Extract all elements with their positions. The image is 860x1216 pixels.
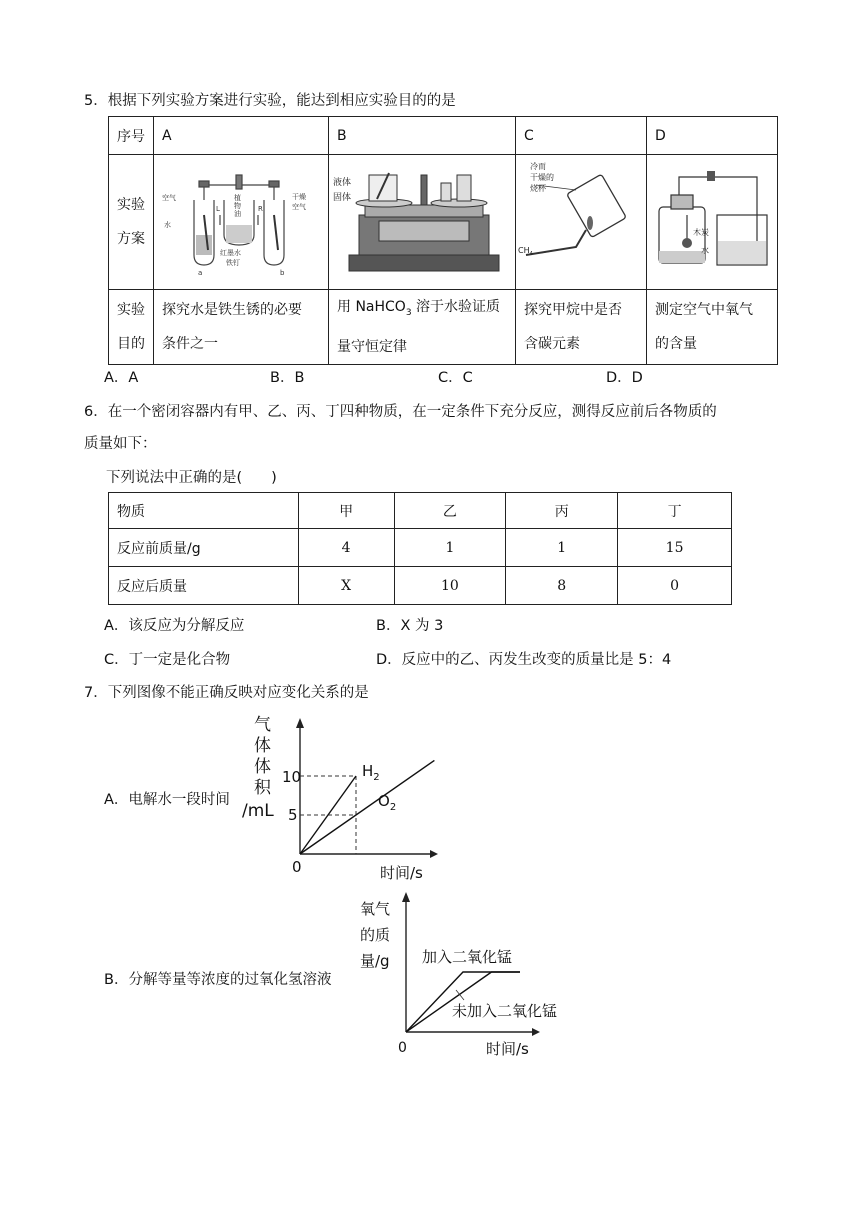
q5-fig-a-cell [154,155,329,290]
q7-a-ylabel-0: 气 [254,715,271,735]
q5-stem: 5．根据下列实验方案进行实验，能达到相应实验目的的是 [84,93,456,109]
q5-goal-label [109,290,154,365]
q7-b-ylabel-1: 的质 [360,926,391,944]
q7-chart-a [238,712,448,882]
q6-stem-1: 6．在一个密闭容器内有甲、乙、丙、丁四种物质，在一定条件下充分反应，测得反应前后各物质的 [84,404,717,420]
q5-fig-a-oil1: 植 [234,194,241,202]
q5-plan-label-1: 实验 [117,197,145,213]
q5-goal-b [329,290,516,365]
q5-fig-b [329,155,515,285]
q5-fig-d-water: 水 [701,246,709,255]
q6-r0c0: 反应前质量/g [109,529,299,567]
q5-fig-c-l2: 干燥的 [530,173,554,182]
q5-fig-c-ch4: $CH_4$ [518,246,533,257]
q6-h0: 物质 [109,493,299,529]
q7-a-tick-5: 5 [288,806,298,824]
q7-b-with-label: 加入二氧化锰 [422,948,513,966]
q5-goal-label-2: 目的 [117,335,145,352]
q5-goal-d-1: 测定空气中氧气 [655,301,753,318]
q5-fig-a-b: b [280,269,285,277]
q5-fig-a-ink: 红墨水 [220,249,241,257]
q6-h2: 乙 [394,493,506,529]
q7-a-h2-label: $H_2$ [362,762,380,783]
q7-a-origin: 0 [292,858,302,876]
q5-plan-row [109,155,778,290]
q5-goal-c-1: 探究甲烷中是否 [524,301,622,318]
q6-r0c1: 4 [298,529,394,567]
q6-option-c[interactable]: C．丁一定是化合物 [104,652,231,668]
q7-b-ylabel-0: 氧气 [360,900,391,918]
q7-stem: 7．下列图像不能正确反映对应变化关系的是 [84,685,369,701]
table-row [109,529,732,567]
q6-h4: 丁 [618,493,732,529]
q7-chart-b [356,888,596,1066]
q5-fig-d-charcoal: 木炭 [693,228,709,237]
q6-r1c1: X [298,567,394,605]
q6-option-d[interactable]: D．反应中的乙、丙发生改变的质量比是 5：4 [376,652,672,668]
q6-sub: 下列说法中正确的是( ) [106,470,277,486]
q5-fig-a-air: 空气 [162,194,176,202]
q6-r1c4: 0 [618,567,732,605]
q5-fig-b-liquid: 液体 [333,178,352,188]
q6-header-row [109,493,732,529]
q5-goal-b-2: 量守恒定律 [337,338,407,355]
q7-a-xlabel: 时间/s [380,864,423,882]
q7-b-x-arrow [532,1028,540,1036]
q5-fig-a-R: R [258,205,263,213]
q5-goal-label-1: 实验 [117,301,145,318]
q6-r1c2: 10 [394,567,506,605]
q5-fig-c-cell [516,155,647,290]
q5-fig-a-L: L [216,205,220,213]
q5-fig-a-oil2: 物 [234,202,241,210]
q5-fig-a-water: 水 [164,221,171,229]
q6-option-b[interactable]: B．X 为 3 [376,618,444,634]
q5-header-label: 序号 [109,117,154,155]
q7-a-ylabel-3: 积 [254,778,271,798]
q5-fig-a-dry1: 干燥 [292,193,306,201]
q5-fig-d-cell [647,155,778,290]
q7-a-ylabel-2: 体 [254,757,271,777]
q5-goal-b-1: 用 NaHCO$_3$ 溶于水验证质 [337,299,501,318]
q5-header-d: D [647,117,778,155]
q5-goal-c-2: 含碳元素 [524,335,580,352]
q5-header-c: C [516,117,647,155]
q5-fig-b-solid: 固体 [333,193,352,203]
q6-option-a[interactable]: A．该反应为分解反应 [104,618,245,634]
q5-fig-a-a: a [198,269,203,277]
q5-goal-c [516,290,647,365]
q6-r1c0: 反应后质量 [109,567,299,605]
q7-a-y-arrow [296,718,304,728]
q7-option-b[interactable]: B．分解等量等浓度的过氧化氢溶液 [104,972,332,988]
q7-option-a[interactable]: A．电解水一段时间 [104,792,230,808]
q7-b-ylabel-2: 量/g [360,952,390,970]
q5-fig-d [647,155,777,285]
q5-goal-row [109,290,778,365]
q6-h1: 甲 [298,493,394,529]
q5-fig-c [516,155,646,285]
q5-goal-a-1: 探究水是铁生锈的必要 [162,301,302,318]
q7-b-xlabel: 时间/s [486,1040,529,1058]
q6-table [108,492,732,605]
q7-b-origin: 0 [398,1040,407,1056]
q5-option-b[interactable]: B．B [270,370,305,386]
q6-r0c3: 1 [506,529,618,567]
q7-a-x-arrow [430,850,438,858]
q5-plan-label-2: 方案 [117,231,145,247]
q5-option-c[interactable]: C．C [438,370,473,386]
q5-header-a: A [154,117,329,155]
q6-h3: 丙 [506,493,618,529]
q5-plan-label [109,155,154,290]
q5-goal-d [647,290,778,365]
q5-fig-a-dry2: 空气 [292,203,306,211]
q6-r1c3: 8 [506,567,618,605]
q5-fig-a [154,155,328,285]
q5-goal-a [154,290,329,365]
q5-table [108,116,778,365]
q5-option-a[interactable]: A．A [104,370,139,386]
q5-fig-c-l1: 冷而 [530,162,546,171]
q5-fig-b-cell [329,155,516,290]
q6-r0c4: 15 [618,529,732,567]
q7-b-without-label: 未加入二氧化锰 [452,1002,558,1020]
q5-fig-c-l3: 烧杯 [530,184,546,193]
q5-header-row [109,117,778,155]
q5-option-d[interactable]: D．D [606,370,643,386]
q7-a-ylabel-1: 体 [254,736,271,756]
q5-header-b: B [329,117,516,155]
q6-stem-2: 质量如下： [84,436,157,452]
q5-goal-a-2: 条件之一 [162,335,218,352]
q5-goal-d-2: 的含量 [655,335,697,352]
table-row [109,567,732,605]
q7-a-tick-10: 10 [282,768,302,786]
q6-r0c2: 1 [394,529,506,567]
q7-a-ylabel-4: /mL [242,801,274,821]
q7-b-y-arrow [402,892,410,902]
q7-a-o2-label: $O_2$ [378,792,397,813]
q5-fig-a-oil3: 油 [234,210,241,218]
q5-fig-a-nail: 铁钉 [226,259,240,267]
